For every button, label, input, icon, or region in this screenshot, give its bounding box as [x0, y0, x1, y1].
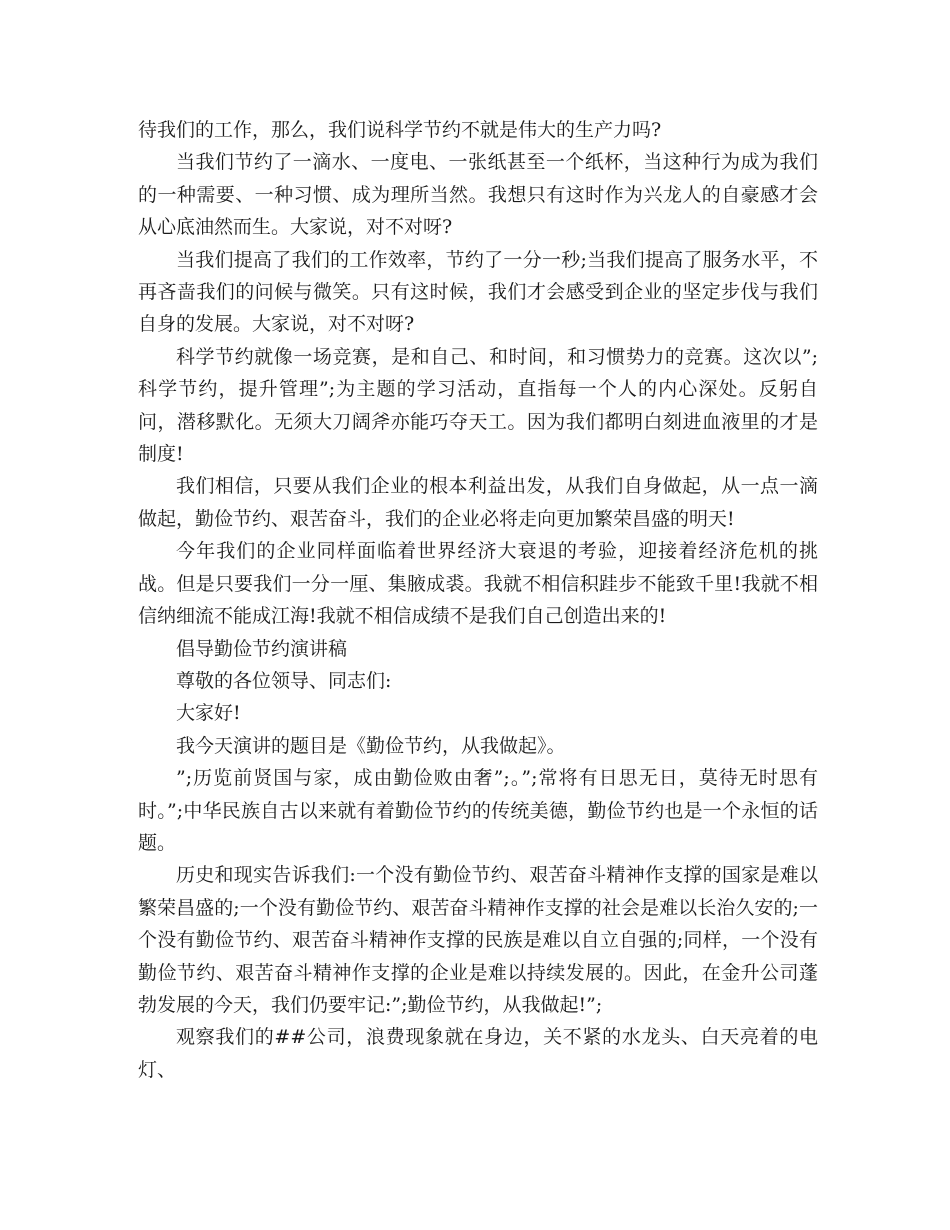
paragraph-2: 当我们节约了一滴水、一度电、一张纸甚至一个纸杯，当这种行为成为我们的一种需要、一种习惯、成为理所当然。我想只有这时作为兴龙人的自豪感才会从心底油然而生。大家说，对不对呀? [138, 151, 818, 239]
paragraph-4: 科学节约就像一场竞赛，是和自己、和时间，和习惯势力的竞赛。这次以”;科学节约，提升管理”;为主题的学习活动，直指每一个人的内心深处。反躬自问，潜移默化。无须大刀阔斧亦能巧夺天工。因为我们都明白刻进血液里的才是制度! [138, 345, 818, 466]
paragraph-observe: 观察我们的##公司，浪费现象就在身边，关不紧的水龙头、白天亮着的电灯、 [138, 1026, 818, 1081]
speech-title: 倡导勤俭节约演讲稿 [176, 637, 348, 660]
salutation: 尊敬的各位领导、同志们: [176, 669, 392, 692]
paragraph-6: 今年我们的企业同样面临着世界经济大衰退的考验，迎接着经济危机的挑战。但是只要我们一分一厘、集腋成裘。我就不相信积跬步不能致千里!我就不相信纳细流不能成江海!我就不相信成绩不是我们自己创造出来的! [138, 540, 818, 628]
document-body [138, 114, 818, 1086]
paragraph-quote: ”;历览前贤国与家，成由勤俭败由奢”;。”;常将有日思无日，莫待无时思有时。”;中华民族自古以来就有着勤俭节约的传统美德，勤俭节约也是一个永恒的话题。 [138, 767, 818, 854]
greeting: 大家好! [176, 702, 241, 725]
paragraph-3: 当我们提高了我们的工作效率，节约了一分一秒;当我们提高了服务水平，不再吝啬我们的问候与微笑。只有这时候，我们才会感受到企业的坚定步伐与我们自身的发展。大家说，对不对呀? [138, 248, 818, 336]
paragraph-topic: 我今天演讲的题目是《勤俭节约，从我做起》。 [176, 734, 566, 757]
paragraph-history: 历史和现实告诉我们:一个没有勤俭节约、艰苦奋斗精神作支撑的国家是难以繁荣昌盛的;一个没有勤俭节约、艰苦奋斗精神作支撑的社会是难以长治久安的;一个没有勤俭节约、艰苦奋斗精神作支撑的民族是难以自立自强的;同样，一个没有勤俭节约、艰苦奋斗精神作支撑的企业是难以持续发展的。因此，在金升公司蓬勃发展的今天，我们仍要牢记:”;勤俭节约，从我做起!”; [138, 864, 818, 1016]
paragraph-5: 我们相信，只要从我们企业的根本利益出发，从我们自身做起，从一点一滴做起，勤俭节约、艰苦奋斗，我们的企业必将走向更加繁荣昌盛的明天! [138, 475, 818, 530]
paragraph-1: 待我们的工作，那么，我们说科学节约不就是伟大的生产力吗? [138, 119, 662, 141]
